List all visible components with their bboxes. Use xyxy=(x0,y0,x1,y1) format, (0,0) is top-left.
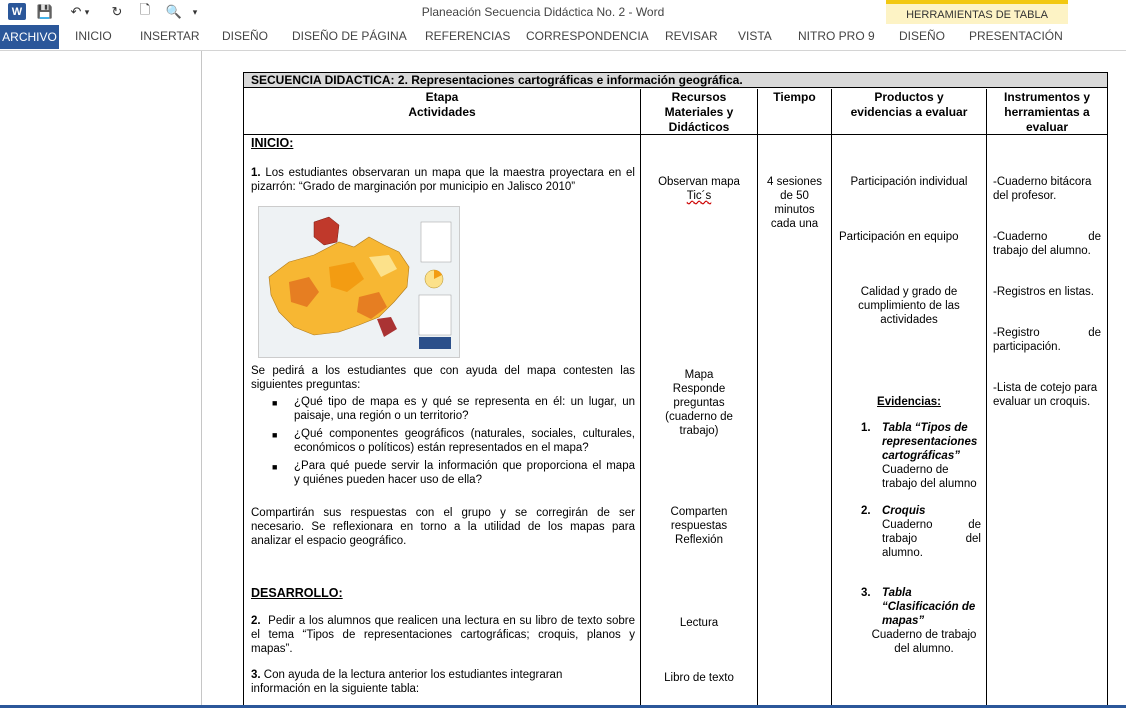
question-2 xyxy=(294,427,635,455)
question-line: ¿Para qué puede servir la información que proporciona el mapa xyxy=(294,460,635,472)
activity-4-line: el tema “Tipos de representaciones cartográficas; croquis, planos y xyxy=(251,629,635,641)
evidence-3-title xyxy=(882,586,984,628)
evidence-1-title xyxy=(882,421,984,463)
evaluation-2: Participación en equipo xyxy=(839,231,959,243)
header-text: Instrumentos y xyxy=(1003,90,1090,104)
evidence-number: 2. xyxy=(861,505,871,517)
evidence-line: mapas” xyxy=(882,615,925,627)
instrument-line: -Lista de cotejo para xyxy=(993,382,1098,394)
redo-glyph: ↻ xyxy=(111,4,123,19)
tab-diseno-tabla[interactable]: DISEÑO xyxy=(899,29,946,43)
window-title: Planeación Secuencia Didáctica No. 2 - Word xyxy=(421,5,665,19)
resource-line: Mapa xyxy=(684,369,714,381)
time-line: 4 sesiones xyxy=(767,176,822,188)
evidence-word: del xyxy=(965,533,981,545)
new-glyph: 🗋 xyxy=(139,2,151,17)
evidence-number: 1. xyxy=(861,422,871,434)
tab-archivo[interactable]: ARCHIVO xyxy=(0,25,59,49)
preview-glyph: 🔍 xyxy=(165,4,183,19)
resource-line: trabajo) xyxy=(679,425,719,437)
activity-num: 3. xyxy=(251,669,261,681)
activity-3-line: analizar el espacio geográfico. xyxy=(251,535,407,547)
evidence-word: Cuaderno xyxy=(882,519,933,531)
section-desarrollo: DESARROLLO: xyxy=(251,586,343,600)
header-productos xyxy=(832,90,986,120)
tab-revisar[interactable]: REVISAR xyxy=(665,29,718,43)
document-area[interactable] xyxy=(202,51,1126,708)
instrument-line: del profesor. xyxy=(993,190,1057,202)
time-cell xyxy=(758,175,831,231)
evaluation-line: cumplimiento de las xyxy=(858,300,960,312)
activity-1 xyxy=(251,166,635,194)
header-text: Actividades xyxy=(408,105,476,119)
resource-line: Tic´s xyxy=(686,190,712,202)
activity-num: 2. xyxy=(251,615,261,627)
tab-vista[interactable]: VISTA xyxy=(738,29,772,43)
tab-presentacion[interactable]: PRESENTACIÓN xyxy=(969,29,1063,43)
evidence-number: 3. xyxy=(861,587,871,599)
resource-line: Comparten xyxy=(670,506,728,518)
instrument-word: -Registro xyxy=(993,327,1040,339)
evidence-word: de xyxy=(968,519,981,531)
header-text: evaluar xyxy=(1025,120,1069,134)
activity-2-line2: siguientes preguntas: xyxy=(251,379,361,391)
activity-text: Pedir a los alumnos que realicen una lectura en su libro de texto sobre xyxy=(268,615,635,627)
jalisco-map-image xyxy=(258,206,460,358)
resource-line: Responde xyxy=(672,383,726,395)
tab-diseno[interactable]: DISEÑO xyxy=(222,29,269,43)
time-line: cada una xyxy=(770,218,819,230)
activity-3-line: Compartirán sus respuestas con el grupo y se corregirán de ser xyxy=(251,507,635,519)
evidences-heading: Evidencias: xyxy=(877,396,941,408)
header-recursos xyxy=(641,90,757,135)
resource-3 xyxy=(641,505,757,547)
tab-correspondencia[interactable]: CORRESPONDENCIA xyxy=(526,29,649,43)
header-text: Tiempo xyxy=(773,90,816,104)
resource-line: respuestas xyxy=(670,520,728,532)
evidence-word: trabajo xyxy=(882,533,918,545)
header-text: Productos y xyxy=(874,90,944,104)
tab-diseno-de-pagina[interactable]: DISEÑO DE PÁGINA xyxy=(292,29,407,43)
undo-arrow-glyph: ▾ xyxy=(84,6,90,17)
instrument-1 xyxy=(993,175,1101,203)
ribbon-tabs xyxy=(0,24,1126,50)
tab-inicio[interactable]: INICIO xyxy=(75,29,112,43)
time-line: de 50 xyxy=(780,190,809,202)
question-1 xyxy=(294,395,635,423)
header-text: evidencias a evaluar xyxy=(850,105,968,119)
evidence-word: alumno. xyxy=(882,547,923,559)
activity-1-line2: pizarrón: “Grado de marginación por municipio en Jalisco 2010” xyxy=(251,181,576,193)
instrument-line: -Cuaderno bitácora xyxy=(993,176,1092,188)
tab-insertar[interactable]: INSERTAR xyxy=(140,29,200,43)
instrument-word: de xyxy=(1088,231,1101,243)
header-text: Etapa xyxy=(425,90,459,104)
evaluation-3 xyxy=(832,285,986,327)
instrument-word: -Cuaderno xyxy=(993,231,1048,243)
save-glyph: 💾 xyxy=(36,4,54,19)
customize-glyph: ▾ xyxy=(192,6,198,17)
evidence-line: Cuaderno de trabajo xyxy=(871,629,977,641)
evidence-3-sub xyxy=(862,628,986,656)
bullet-icon: ■ xyxy=(272,430,278,440)
resource-1 xyxy=(641,175,757,203)
evidence-line: “Clasificación de xyxy=(882,601,976,613)
section-inicio: INICIO: xyxy=(251,136,294,150)
instrument-2 xyxy=(993,230,1101,258)
table-tools-label: HERRAMIENTAS DE TABLA xyxy=(906,9,1048,21)
resource-line: Observan mapa xyxy=(658,176,740,188)
evidence-line: Cuaderno de xyxy=(882,464,949,476)
evidence-1-sub xyxy=(882,463,984,491)
undo-glyph: ↶ xyxy=(70,4,82,19)
question-line: ¿Qué tipo de mapa es y qué se representa en él: un lugar, un xyxy=(294,396,635,408)
bullet-icon: ■ xyxy=(272,462,278,472)
navigation-pane xyxy=(0,51,202,708)
resource-4: Lectura xyxy=(679,617,719,629)
activity-4 xyxy=(251,614,635,656)
resource-2 xyxy=(641,368,757,438)
activity-text: Los estudiantes observaran un mapa que la maestra proyectara en el xyxy=(265,167,635,179)
resource-line: Reflexión xyxy=(675,534,723,546)
tab-referencias[interactable]: REFERENCIAS xyxy=(425,29,511,43)
evidence-line: representaciones xyxy=(882,436,978,448)
activity-text: Con ayuda de la lectura anterior los estudiantes integraran xyxy=(263,669,563,681)
activity-2-line1: Se pedirá a los estudiantes que con ayuda del mapa contesten las xyxy=(251,365,635,377)
column-divider xyxy=(986,89,987,708)
resource-line: preguntas xyxy=(673,397,725,409)
map-illustration-icon xyxy=(259,207,459,357)
activity-4-line: mapas”. xyxy=(251,643,293,655)
instrument-line: trabajo del alumno. xyxy=(993,245,1091,257)
header-etapa xyxy=(244,90,640,120)
word-logo-icon[interactable]: W xyxy=(8,3,26,20)
resource-5: Libro de texto xyxy=(664,672,734,684)
instrument-line: evaluar un croquis. xyxy=(993,396,1091,408)
header-text: Recursos xyxy=(671,90,727,104)
evaluation-line: Calidad y grado de xyxy=(860,286,958,298)
evidence-line: Tabla xyxy=(882,587,912,599)
activity-2 xyxy=(251,364,635,392)
question-line: económicos o políticos) están representados en el mapa? xyxy=(294,442,589,454)
tab-nitro-pro[interactable]: NITRO PRO 9 xyxy=(798,29,875,43)
table-title: SECUENCIA DIDACTICA: 2. Representaciones cartográficas e información geográfica. xyxy=(244,73,1107,88)
activity-5 xyxy=(251,668,635,696)
evidence-line: trabajo del alumno xyxy=(882,478,977,490)
evaluation-line: actividades xyxy=(880,314,938,326)
question-line: y quiénes pueden hacer uso de ella? xyxy=(294,474,482,486)
resource-line: (cuaderno de xyxy=(665,411,733,423)
evidence-line: cartográficas” xyxy=(882,450,960,462)
evidence-line: Tabla “Tipos de xyxy=(882,422,968,434)
evidence-line: del alumno. xyxy=(894,643,954,655)
instrument-line: participación. xyxy=(993,341,1061,353)
instrument-4 xyxy=(993,326,1101,354)
header-text: Materiales y xyxy=(664,105,734,119)
activity-5-line: información en la siguiente tabla: xyxy=(251,683,420,695)
time-line: minutos xyxy=(774,204,815,216)
activity-1-line1 xyxy=(251,166,635,180)
question-3 xyxy=(294,459,635,487)
sequence-table[interactable] xyxy=(243,72,1108,708)
header-text: herramientas a xyxy=(1004,105,1090,119)
header-tiempo xyxy=(758,90,831,105)
activity-num: 1. xyxy=(251,167,261,179)
evidence-2-title: Croquis xyxy=(882,505,926,517)
header-instrumentos xyxy=(987,90,1107,135)
question-line: paisaje, una región o un territorio? xyxy=(294,410,469,422)
question-line: ¿Qué componentes geográficos (naturales, sociales, culturales, xyxy=(294,428,635,440)
instrument-3: -Registros en listas. xyxy=(993,286,1094,298)
activity-3 xyxy=(251,506,635,548)
header-text: Didácticos xyxy=(668,120,730,134)
evidence-2-sub xyxy=(882,518,981,560)
bullet-icon: ■ xyxy=(272,398,278,408)
instrument-word: de xyxy=(1088,327,1101,339)
evaluation-1: Participación individual xyxy=(850,176,968,188)
instrument-5 xyxy=(993,381,1101,409)
activity-3-line: necesario. Se reflexionara en torno a la utilidad de los mapas para xyxy=(251,521,635,533)
